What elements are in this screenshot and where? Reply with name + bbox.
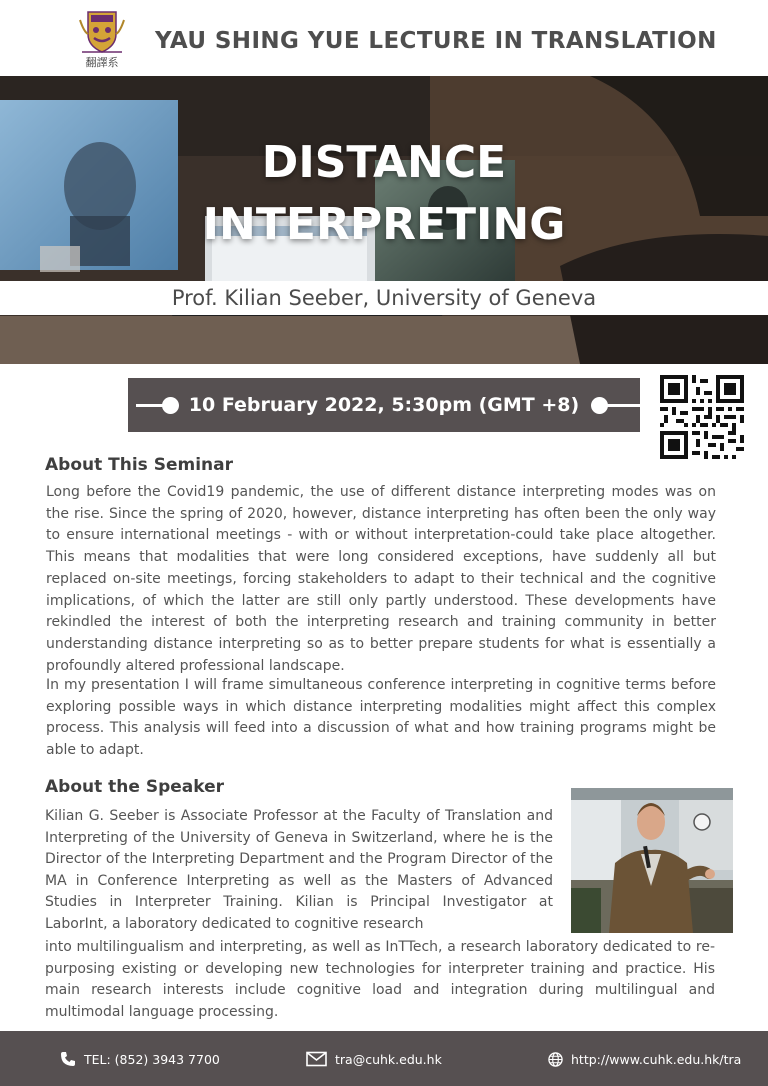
- speaker-bio-part1: Kilian G. Seeber is Associate Professor at the Faculty of Translation and Interpreting of the University of Geneva in Switzerland, where he is the Director of the Interpreting Department and the Program Director of the MA in Conference Interpreting as well as the Masters of Advanced Studies in Interpreter Training. Kilian is Principal Investigator at LaborInt, a laboratory dedicated to cognitive research: [45, 808, 553, 932]
- cuhk-logo: [72, 8, 132, 68]
- hero-banner: [0, 76, 768, 364]
- globe-icon: [548, 1052, 563, 1067]
- seminar-paragraph-1: Long before the Covid19 pandemic, the use of different distance interpreting modes was on the rise. Since the spring of 2020, however, distance interpreting has often been the only way to ensure international meetings - with or without interpretation-could take place altogether. This means that modalities that were long considered exceptions, have suddenly all but replaced on-site meetings, forcing stakeholders to adapt to their technical and the cognitive implications, of which the latter are still only partly understood. These developments have rekindled the interest of both the interpreting research and training community in better understanding distance interpreting so as to better prepare students for what is essentially a profoundly altered professional landscape.: [46, 484, 716, 674]
- seminar-paragraph-2: In my presentation I will frame simultaneous conference interpreting in cognitive terms before exploring possible ways in which distance interpreting modalities might affect this complex process. This analysis will feed into a discussion of what and how training programs might be able to adapt.: [46, 677, 716, 759]
- speaker-photo: [571, 788, 733, 933]
- seminar-heading: About This Seminar: [45, 455, 233, 475]
- footer-email[interactable]: [306, 1050, 442, 1068]
- speaker-heading: About the Speaker: [45, 777, 225, 797]
- seminar-title-line2: INTERPRETING: [202, 199, 566, 250]
- phone-icon: [60, 1051, 76, 1067]
- lecture-series-title: YAU SHING YUE LECTURE IN TRANSLATION: [155, 28, 717, 54]
- speaker-portrait-image: [571, 788, 733, 933]
- speaker-name: Prof. Kilian Seeber, University of Geneva: [171, 286, 597, 310]
- header: [0, 0, 768, 76]
- footer-phone[interactable]: [60, 1050, 220, 1068]
- email-address: tra@cuhk.edu.hk: [335, 1051, 442, 1067]
- date-banner: [128, 378, 640, 432]
- qr-code-icon[interactable]: [660, 375, 744, 459]
- seminar-title-line1: DISTANCE: [261, 137, 507, 188]
- date-right-line: [600, 404, 640, 407]
- website-url: http://www.cuhk.edu.hk/tra: [571, 1051, 742, 1067]
- logo-caption: 翻譯系: [85, 56, 119, 68]
- footer-website[interactable]: [548, 1050, 741, 1068]
- speaker-bio-part2: into multilingualism and interpreting, as well as InTTech, a research laboratory dedicated to re-purposing existing or developing new technologies for interpreter training and practice. His main research interests include cognitive load and integration during multilingual and multimodal language processing.: [45, 939, 715, 1020]
- event-date: 10 February 2022, 5:30pm (GMT +8): [188, 394, 580, 416]
- phone-number: TEL: (852) 3943 7700: [84, 1051, 220, 1067]
- footer: [0, 1031, 768, 1086]
- speaker-band: [0, 281, 768, 315]
- mail-icon: [306, 1051, 327, 1067]
